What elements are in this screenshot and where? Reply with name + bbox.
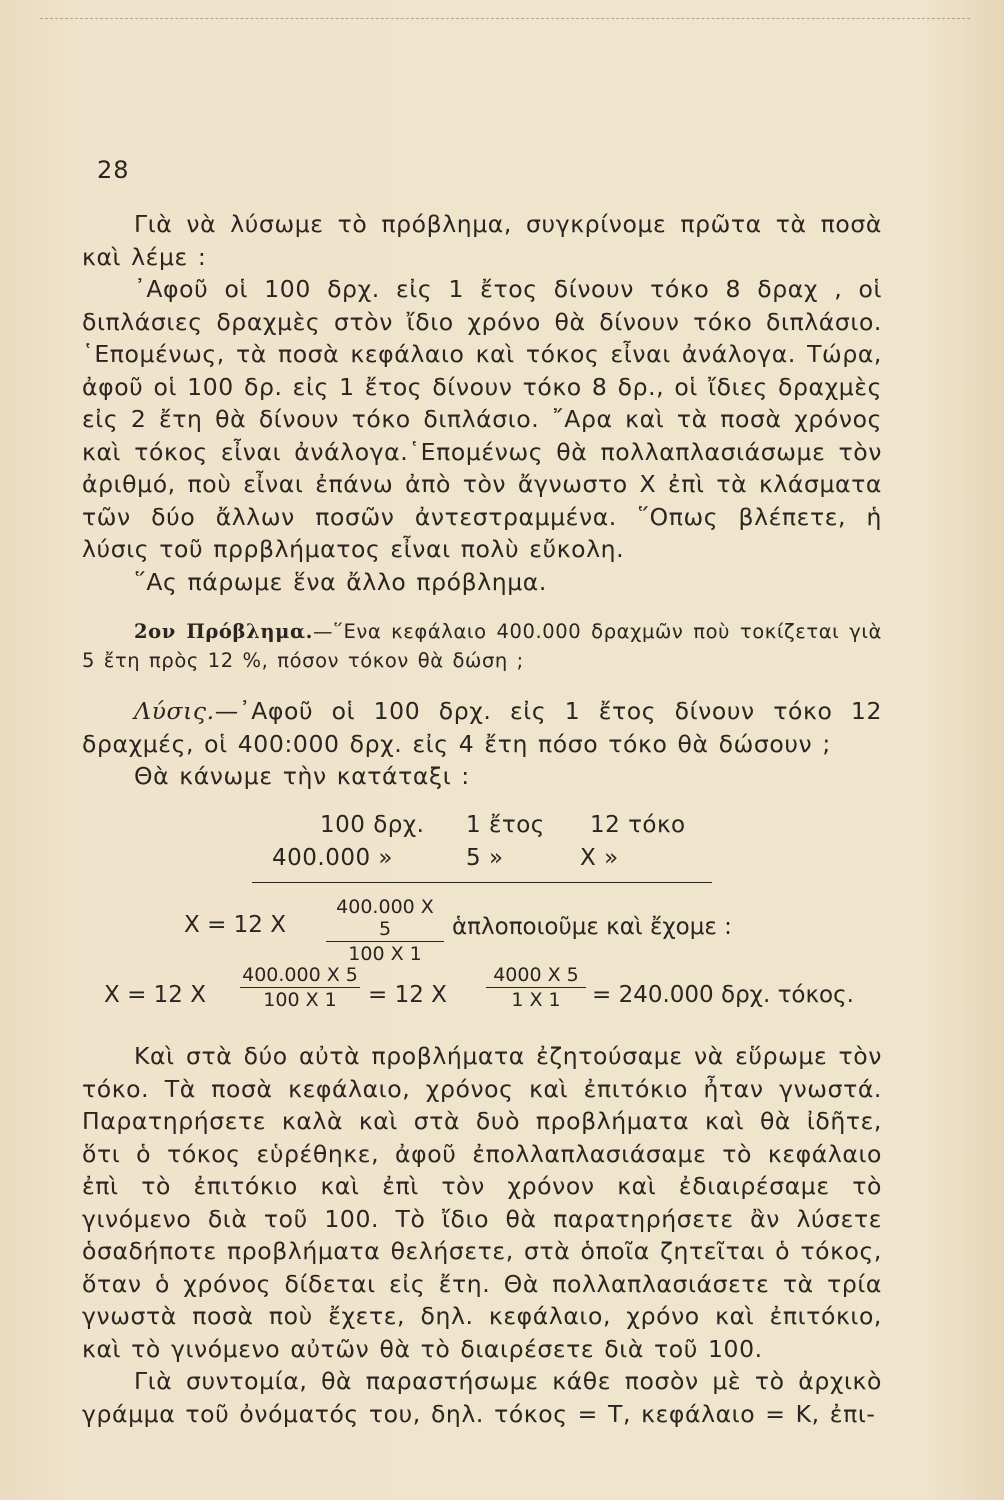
equation-2-numerator-2: 4000 X 5 [486, 964, 586, 988]
arrangement-r2-c2: 5 » [466, 845, 504, 871]
equation-1-denominator: 100 X 1 [348, 943, 422, 965]
page-number: 28 [97, 156, 130, 184]
equation-1-numerator: 400.000 X 5 [326, 896, 444, 942]
equation-2-fraction-1 [240, 964, 360, 1011]
explanation-paragraph: ᾿Αφοῦ οἱ 100 δρχ. εἰς 1 ἔτος δίνουν τόκο 8 δραχ , οἱ διπλάσιες δραχμὲς στὸν ἴδιο χρόνο θὰ δίνουν τόκο διπλάσιο. ῾Επομένως, τὰ ποσὰ κεφάλαιο καὶ τόκος εἶναι ἀνάλογα. Τώρα, ἀφοῦ οἱ 100 δρ. εἰς 1 ἔτος δίνουν τόκο 8 δρ., οἱ ἴδιες δραχμὲς εἰς 2 ἔτη θὰ δίνουν τόκο διπλάσιο. ῎Αρα καὶ τὰ ποσὰ χρόνος καὶ τόκος εἶναι ἀνάλογα.῾Επομένως θὰ πολλαπλασιάσωμε τὸν ἀριθμό, ποὺ εἶναι ἐπάνω ἀπὸ τὸν ἄγνωστο X ἐπὶ τὰ κλάσματα τῶν δύο ἄλλων ποσῶν ἀντεστραμμένα. ῞Οπως βλέπετε, ἡ λύσις τοῦ πρρβλήματος εἶναι πολὺ εὔκολη. [82, 275, 882, 563]
equation-2-denominator-1: 100 X 1 [263, 989, 337, 1011]
closing-block [82, 1040, 882, 1430]
arrangement-r1-c1: 100 δρχ. [320, 812, 425, 838]
closing-paragraph: Γιὰ συντομία, θὰ παραστήσωμε κάθε ποσὸν μὲ τὸ ἀρχικὸ γράμμα τοῦ ὀνόματός του, δηλ. τόκος = Τ, κεφάλαιο = Κ, ἐπι- [82, 1367, 882, 1428]
equation-2-fraction-2 [486, 964, 586, 1011]
equation-2-mid: = 12 X [368, 982, 447, 1008]
arrangement-r2-c1: 400.000 » [272, 845, 393, 871]
equation-1-fraction [326, 896, 444, 965]
problem-2-text: —῞Ενα κεφάλαιο 400.000 δραχμῶν ποὺ τοκίζεται γιὰ 5 ἔτη πρὸς 12 %, πόσον τόκον θὰ δώση ; [82, 620, 882, 672]
intro-block [82, 208, 882, 598]
page-top-edge [40, 18, 970, 19]
explanation-paragraph: ῞Ας πάρωμε ἕνα ἄλλο πρόβλημα. [134, 567, 547, 596]
equation-2-result: = 240.000 δρχ. τόκος. [592, 982, 854, 1008]
closing-paragraph: Καὶ στὰ δύο αὐτὰ προβλήματα ἐζητούσαμε νὰ εὕρωμε τὸν τόκο. Τὰ ποσὰ κεφάλαιο, χρόνος καὶ ἐπιτόκιο ἦταν γνωστά. Παρατηρήσετε καλὰ καὶ στὰ δυὸ προβλήματα καὶ θὰ ἰδῆτε, ὅτι ὁ τόκος εὑρέθηκε, ἀφοῦ ἐπολλαπλασιάσαμε τὸ κεφάλαιο ἐπὶ τὸ ἐπιτόκιο καὶ ἐπὶ τὸν χρόνον καὶ ἐδιαιρέσαμε τὸ γινόμενο διὰ τοῦ 100. Τὸ ἴδιο θὰ παρατηρήσετε ἂν λύσετε ὁσαδήποτε προβλήματα θελήσετε, στὰ ὁποῖα ζητεῖται ὁ τόκος, ὅταν ὁ χρόνος δίδεται εἰς ἔτη. Θὰ πολλαπλασιάσετε τὰ τρία γνωστὰ ποσὰ ποὺ ἔχετε, δηλ. κεφάλαιο, χρόνο καὶ ἐπιτόκιο, καὶ τὸ γινόμενο αὐτῶν θὰ τὸ διαιρέσετε διὰ τοῦ 100. [82, 1042, 882, 1363]
arrangement-r1-c2: 1 ἔτος [466, 812, 545, 838]
equation-2-lhs: X = 12 X [104, 982, 206, 1008]
arrangement-r1-c3: 12 τόκο [590, 812, 686, 838]
equation-2-denominator-2: 1 X 1 [511, 989, 561, 1011]
solution-block [82, 695, 882, 793]
arrangement-rule [252, 882, 712, 883]
problem-2-label: 2ον Πρόβλημα. [134, 620, 313, 643]
solution-label: Λύσις. [134, 697, 215, 725]
intro-paragraph: Γιὰ νὰ λύσωμε τὸ πρόβλημα, συγκρίνομε πρῶτα τὰ ποσὰ καὶ λέμε : [82, 210, 882, 271]
problem-2-block [82, 617, 882, 675]
equation-1-lhs: X = 12 X [184, 912, 286, 938]
equation-2-numerator-1: 400.000 X 5 [240, 964, 360, 988]
solution-paragraph [82, 695, 882, 760]
equation-1-trailing: ἁπλοποιοῦμε καὶ ἔχομε : [452, 914, 732, 940]
arrangement-r2-c3: X » [580, 845, 619, 871]
solution-text: —᾿Αφοῦ οἱ 100 δρχ. εἰς 1 ἔτος δίνουν τόκο 12 δραχμές, οἱ 400:000 δρχ. εἰς 4 ἔτη πόσο τόκο θὰ δώσουν ; [82, 697, 882, 758]
problem-2-paragraph [82, 617, 882, 675]
arrangement-intro: Θὰ κάνωμε τὴν κατάταξι : [134, 762, 470, 790]
